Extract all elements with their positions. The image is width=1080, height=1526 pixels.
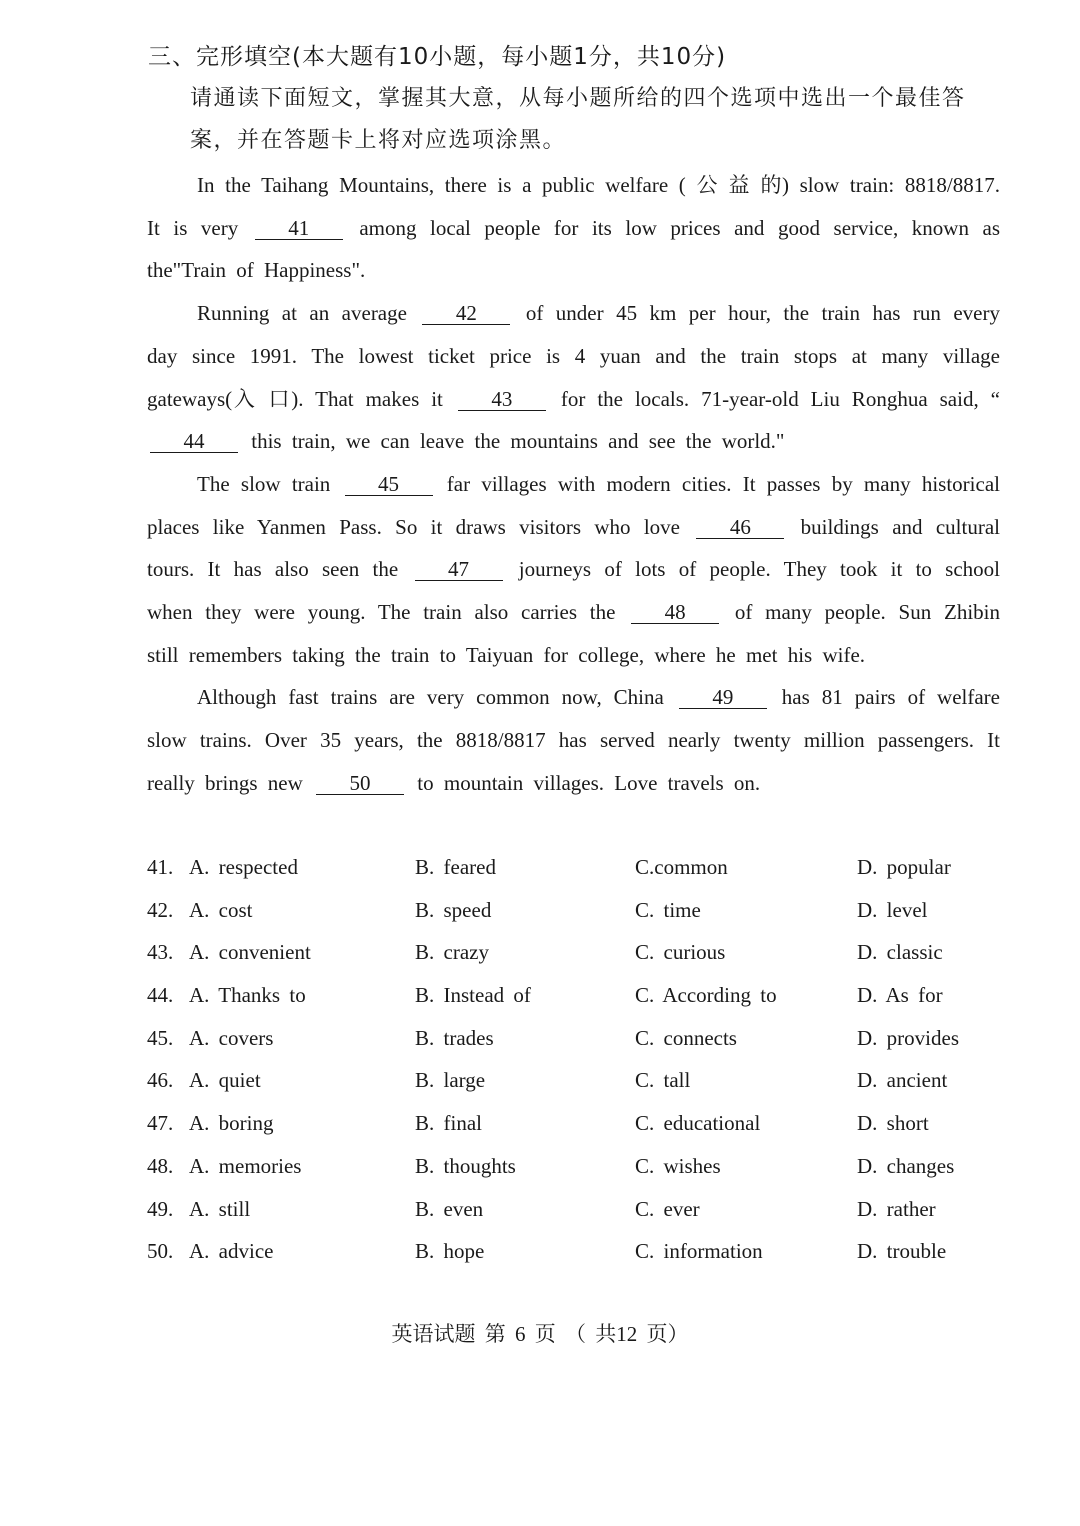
section-title: 三、完形填空(本大题有10小题，每小题1分，共10分) [148,44,727,70]
passage [147,164,1000,805]
question-row [147,1102,1027,1145]
answer-blank: 45 [345,473,433,496]
question-number: 47. [147,1111,174,1136]
option-d: D. provides [857,1025,959,1050]
option-d: D. changes [857,1153,955,1178]
option-c: C.common [635,855,728,879]
option-b: B. crazy [415,940,489,965]
option-b: B. Instead of [415,983,531,1008]
answer-blank: 43 [458,388,546,411]
option-a: A. Thanks to [189,983,306,1008]
option-c: C. curious [635,940,726,965]
passage-text: journeys of lots of people. They took it to school when they were young. The train also carries the [147,557,1001,625]
option-a: A. convenient [189,940,311,965]
option-b: B. final [415,1111,482,1136]
option-a: A. memories [189,1153,302,1178]
option-b: B. large [415,1068,486,1093]
passage-paragraph [147,676,1000,804]
option-c: C. tall [635,1068,691,1093]
option-d: D. level [857,897,928,922]
question-number: 48. [147,1153,174,1178]
option-c: C. ever [635,1196,700,1221]
option-b: B. speed [415,897,492,922]
question-number: 46. [147,1068,174,1093]
question-row [147,1188,1027,1231]
option-d: D. As for [857,983,943,1008]
passage-text: for the locals. 71-year-old Liu Ronghua said, “ [548,386,1000,411]
passage-text: In the Taihang Mountains, there is a public welfare ( 公 益 的) slow train: 8818/8817. It is very [147,173,1000,240]
option-c: C. wishes [635,1153,721,1178]
option-b: B. hope [415,1239,485,1264]
option-d: D. classic [857,940,943,965]
passage-text: The slow train [197,471,342,496]
passage-paragraph [147,164,1000,292]
question-row [147,889,1027,932]
option-d: D. popular [857,855,951,879]
question-number: 41. [147,855,174,879]
question-row [147,931,1027,974]
question-number: 45. [147,1025,174,1050]
question-number: 49. [147,1196,174,1221]
question-options [147,846,1027,1273]
answer-blank: 46 [696,516,784,539]
option-c: C. connects [635,1025,737,1050]
option-a: A. quiet [189,1068,261,1093]
passage-text: buildings and cultural tours. It has also seen the [147,514,1000,582]
passage-text: of under 45 km per hour, the train has run every day since 1991. The lowest ticket price is 4 yuan and the train stops at many village gateways(入 口). That makes it [147,301,1000,411]
question-number: 44. [147,983,174,1008]
question-row [147,1059,1027,1102]
question-row [147,1145,1027,1188]
answer-blank: 50 [316,772,404,795]
answer-blank: 48 [631,601,719,624]
option-b: B. even [415,1196,484,1221]
option-a: A. covers [189,1025,274,1050]
passage-text: this train, we can leave the mountains and see the world." [241,429,785,454]
passage-text: Running at an average [197,301,420,326]
passage-paragraph [147,463,1000,677]
passage-text: has 81 pairs of welfare slow trains. Over 35 years, the 8818/8817 has served nearly twenty million passengers. It really brings new [147,685,1000,795]
answer-blank: 44 [150,430,238,453]
option-d: D. rather [857,1196,936,1221]
question-row [147,974,1027,1017]
passage-paragraph [147,292,1000,463]
question-number: 43. [147,940,174,965]
question-number: 50. [147,1239,174,1264]
answer-blank: 41 [255,217,343,240]
option-a: A. advice [189,1239,274,1264]
answer-blank: 47 [415,558,503,581]
passage-text: to mountain villages. Love travels on. [407,770,761,795]
passage-text: far villages with modern cities. It passes by many historical places like Yanmen Pass. So it draws visitors who love [147,471,1000,539]
instructions: 请通读下面短文，掌握其大意，从每小题所给的四个选项中选出一个最佳答案，并在答题卡上将对应选项涂黑。 [190,86,966,153]
question-row [147,1230,1027,1273]
question-number: 42. [147,897,174,922]
option-d: D. ancient [857,1068,948,1093]
option-a: A. boring [189,1111,274,1136]
option-b: B. trades [415,1025,494,1050]
option-d: D. short [857,1111,929,1136]
option-c: C. educational [635,1111,761,1136]
option-a: A. respected [189,855,298,879]
question-row [147,846,1027,889]
option-b: B. thoughts [415,1153,516,1178]
answer-blank: 42 [422,302,510,325]
option-a: A. cost [189,897,253,922]
passage-text: Although fast trains are very common now, China [197,685,676,710]
option-a: A. still [189,1196,251,1221]
page-footer: 英语试题 第 6 页 （ 共12 页） [391,1322,689,1346]
passage-text: of many people. Sun Zhibin still remembers taking the train to Taiyuan for college, where he met his wife. [147,600,1000,667]
option-c: C. time [635,897,701,922]
option-c: C. According to [635,983,777,1008]
passage-text: among local people for its low prices and good service, known as the"Train of Happiness". [147,215,1000,283]
option-d: D. trouble [857,1239,947,1264]
question-row [147,1017,1027,1060]
option-c: C. information [635,1239,763,1264]
answer-blank: 49 [679,686,767,709]
option-b: B. feared [415,855,496,879]
